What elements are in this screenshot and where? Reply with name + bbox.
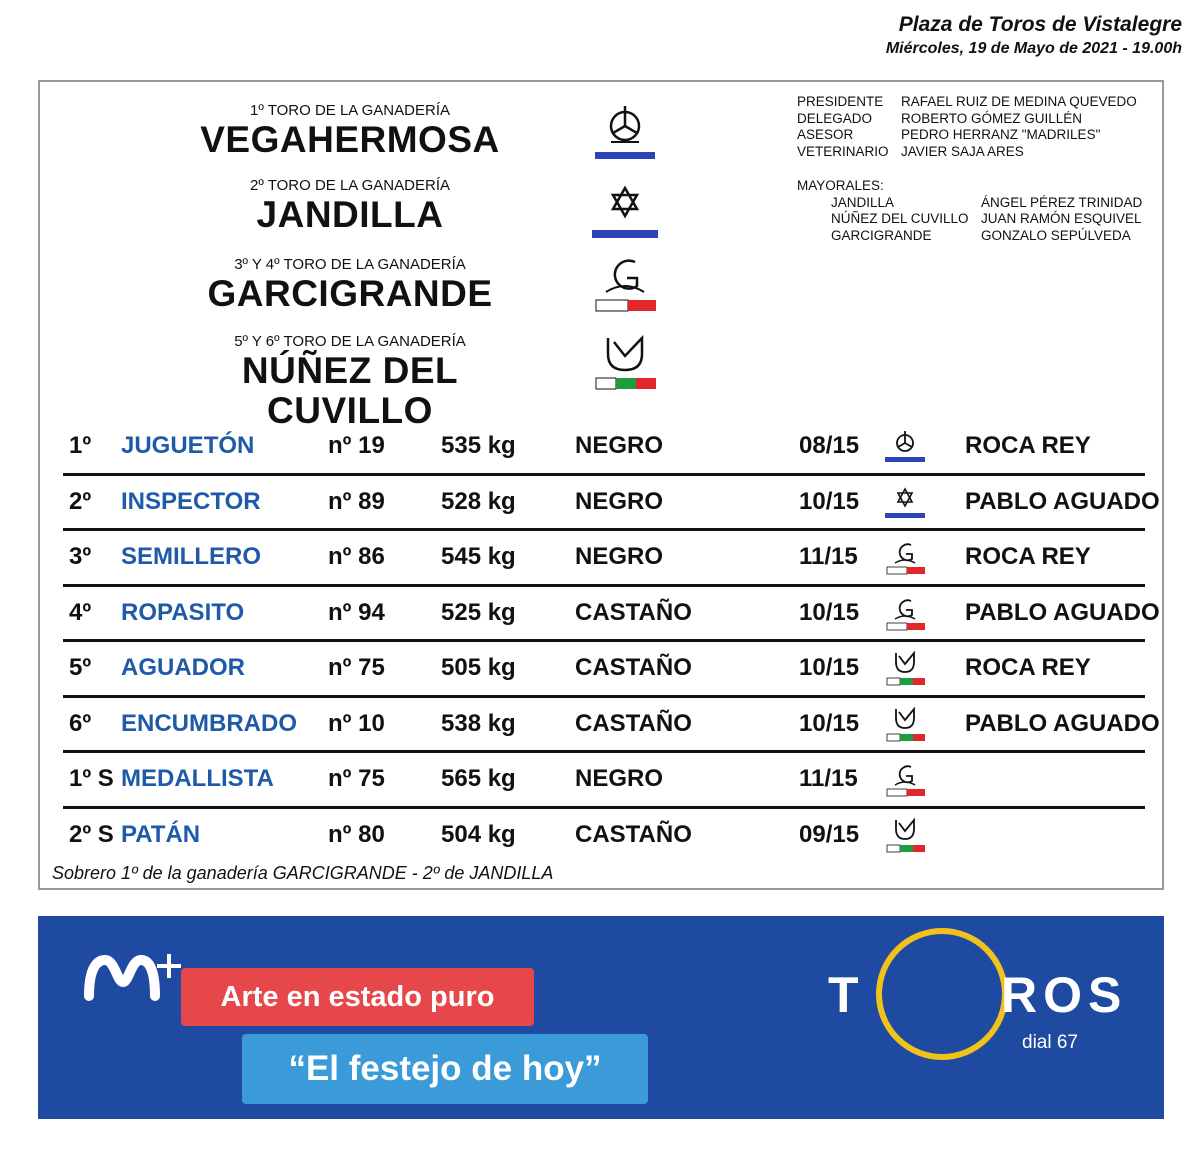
toro-number: nº 94 [328, 598, 385, 626]
toro-weight: 538 kg [441, 709, 516, 737]
ganaderia-subtitle: 3º Y 4º TORO DE LA GANADERÍA [234, 256, 466, 273]
jandilla-brand-icon [883, 482, 927, 522]
mayoral-row [797, 228, 1142, 245]
toro-order: 3º [69, 543, 92, 570]
sobrero-note: Sobrero 1º de la ganadería GARCIGRANDE - 2º de JANDILLA [52, 863, 554, 883]
toro-order: 1º [69, 432, 92, 459]
ganaderia-name: NÚÑEZ DEL CUVILLO [241, 350, 459, 431]
toro-row [63, 531, 1145, 587]
mayoral-row [797, 195, 1142, 212]
promo-banner [38, 916, 1164, 1119]
vegahermosa-brand-icon [590, 96, 660, 166]
mayorales-title: MAYORALES: [797, 178, 884, 193]
toro-coat: NEGRO [575, 543, 664, 570]
toro-weight: 504 kg [441, 820, 516, 848]
vegahermosa-brand-icon [883, 426, 927, 466]
toro-order: 5º [69, 654, 92, 681]
official-row [797, 111, 1137, 128]
mayoral-ganaderia: GARCIGRANDE [831, 227, 932, 243]
official-role: ASESOR [797, 127, 854, 142]
toro-row [63, 476, 1160, 532]
official-role: PRESIDENTE [797, 94, 884, 109]
venue-name: Plaza de Toros de Vistalegre [898, 13, 1182, 36]
toro-row [63, 753, 1145, 809]
ganaderia-name: JANDILLA [256, 194, 444, 235]
toro-number: nº 10 [328, 709, 385, 737]
toro-name: INSPECTOR [121, 487, 261, 515]
mayoral-name: ÁNGEL PÉREZ TRINIDAD [981, 194, 1143, 210]
torero-name: ROCA REY [965, 543, 1091, 570]
show-title-pill: “El festejo de hoy” [242, 1034, 648, 1104]
official-row [797, 94, 1137, 111]
toro-birth-date: 10/15 [799, 709, 860, 737]
toros-channel-logo [818, 924, 1138, 1104]
toro-birth-date: 09/15 [799, 820, 860, 848]
toro-order: 6º [69, 709, 92, 737]
cuvillo-brand-icon [590, 328, 660, 398]
toros-table [63, 420, 1160, 864]
toro-name: SEMILLERO [121, 543, 262, 570]
toro-row [63, 642, 1145, 698]
mayoral-ganaderia: JANDILLA [831, 194, 895, 210]
ganaderia-subtitle: 1º TORO DE LA GANADERÍA [250, 102, 450, 119]
toro-order: 2º S [69, 820, 114, 848]
toro-number: nº 89 [328, 487, 385, 515]
mayorales-list [797, 178, 1142, 244]
official-row [797, 127, 1137, 144]
torero-name: ROCA REY [965, 432, 1091, 459]
toro-birth-date: 10/15 [799, 654, 860, 681]
toro-coat: CASTAÑO [575, 654, 692, 681]
ganaderia-block-1 [180, 102, 520, 160]
toro-number: nº 75 [328, 654, 385, 681]
ganaderia-name: GARCIGRANDE [207, 273, 493, 314]
mayoral-name: JUAN RAMÓN ESQUIVEL [981, 211, 1142, 226]
garcigrande-brand-icon [883, 537, 927, 577]
toro-name: ENCUMBRADO [121, 709, 297, 737]
ganaderia-block-2 [180, 177, 520, 235]
toro-order: 1º S [69, 765, 114, 792]
cuvillo-brand-icon [883, 648, 927, 688]
toro-name: AGUADOR [121, 654, 245, 681]
ganaderia-name: VEGAHERMOSA [200, 119, 500, 160]
toros-letters-ros: ROS [1001, 967, 1128, 1023]
toro-name: JUGUETÓN [121, 432, 255, 459]
torero-name: ROCA REY [965, 654, 1091, 681]
official-role: DELEGADO [797, 110, 873, 126]
toro-weight: 505 kg [441, 654, 516, 681]
toro-name: PATÁN [121, 820, 201, 848]
ganaderia-block-3 [180, 256, 520, 314]
toro-number: nº 19 [328, 432, 385, 459]
ganaderia-subtitle: 5º Y 6º TORO DE LA GANADERÍA [234, 333, 466, 350]
toro-coat: NEGRO [575, 487, 664, 515]
torero-name: PABLO AGUADO [965, 598, 1160, 626]
toro-coat: CASTAÑO [575, 598, 692, 626]
toro-birth-date: 10/15 [799, 598, 860, 626]
tagline-pill: Arte en estado puro [181, 968, 534, 1026]
toro-birth-date: 10/15 [799, 487, 860, 515]
mayoral-name: GONZALO SEPÚLVEDA [981, 227, 1131, 243]
channel-dial: dial 67 [1022, 1032, 1078, 1053]
toro-birth-date: 08/15 [799, 432, 860, 459]
toro-order: 4º [69, 598, 92, 626]
official-role: VETERINARIO [797, 143, 889, 159]
toro-name: MEDALLISTA [121, 765, 274, 792]
movistar-plus-logo [83, 946, 193, 1011]
ganaderia-subtitle: 2º TORO DE LA GANADERÍA [250, 177, 450, 194]
ganaderia-block-4 [180, 333, 520, 431]
toro-weight: 535 kg [441, 432, 516, 459]
toro-row [63, 420, 1145, 476]
mayoral-row [797, 211, 1142, 228]
official-name: PEDRO HERRANZ "MADRILES" [901, 127, 1101, 142]
venue-header [886, 12, 1182, 60]
garcigrande-brand-icon [883, 593, 927, 633]
torero-name: PABLO AGUADO [965, 709, 1160, 737]
toro-order: 2º [69, 487, 92, 515]
toro-coat: CASTAÑO [575, 820, 692, 848]
officials-list [797, 94, 1137, 160]
toro-number: nº 75 [328, 765, 385, 792]
toro-row [63, 587, 1160, 643]
toro-number: nº 86 [328, 543, 385, 570]
torero-name: PABLO AGUADO [965, 487, 1160, 515]
event-date: Miércoles, 19 de Mayo de 2021 - 19.00h [885, 40, 1182, 57]
official-row [797, 144, 1137, 161]
toro-coat: NEGRO [575, 432, 664, 459]
toro-birth-date: 11/15 [799, 543, 858, 570]
toro-number: nº 80 [328, 820, 385, 848]
garcigrande-g-brand-icon [590, 250, 660, 320]
toro-row [63, 809, 1145, 865]
toros-ring-icon [876, 928, 1008, 1060]
jandilla-star-brand-icon [590, 174, 660, 244]
garcigrande-brand-icon [883, 759, 927, 799]
toro-name: ROPASITO [121, 598, 245, 626]
mayoral-ganaderia: NÚÑEZ DEL CUVILLO [831, 211, 969, 226]
toro-birth-date: 11/15 [799, 765, 858, 792]
toro-weight: 545 kg [441, 543, 516, 570]
toro-coat: NEGRO [575, 765, 664, 792]
official-name: ROBERTO GÓMEZ GUILLÉN [901, 110, 1083, 126]
cuvillo-brand-icon [883, 704, 927, 744]
official-name: RAFAEL RUIZ DE MEDINA QUEVEDO [901, 94, 1137, 109]
corrida-card [38, 80, 1164, 890]
toro-weight: 528 kg [441, 487, 516, 515]
toro-weight: 525 kg [441, 598, 516, 626]
official-name: JAVIER SAJA ARES [901, 143, 1024, 159]
cuvillo-brand-icon [883, 815, 927, 855]
toro-weight: 565 kg [441, 765, 516, 792]
toro-row [63, 698, 1160, 754]
toros-letter-t: T [828, 967, 865, 1023]
toro-coat: CASTAÑO [575, 709, 692, 737]
